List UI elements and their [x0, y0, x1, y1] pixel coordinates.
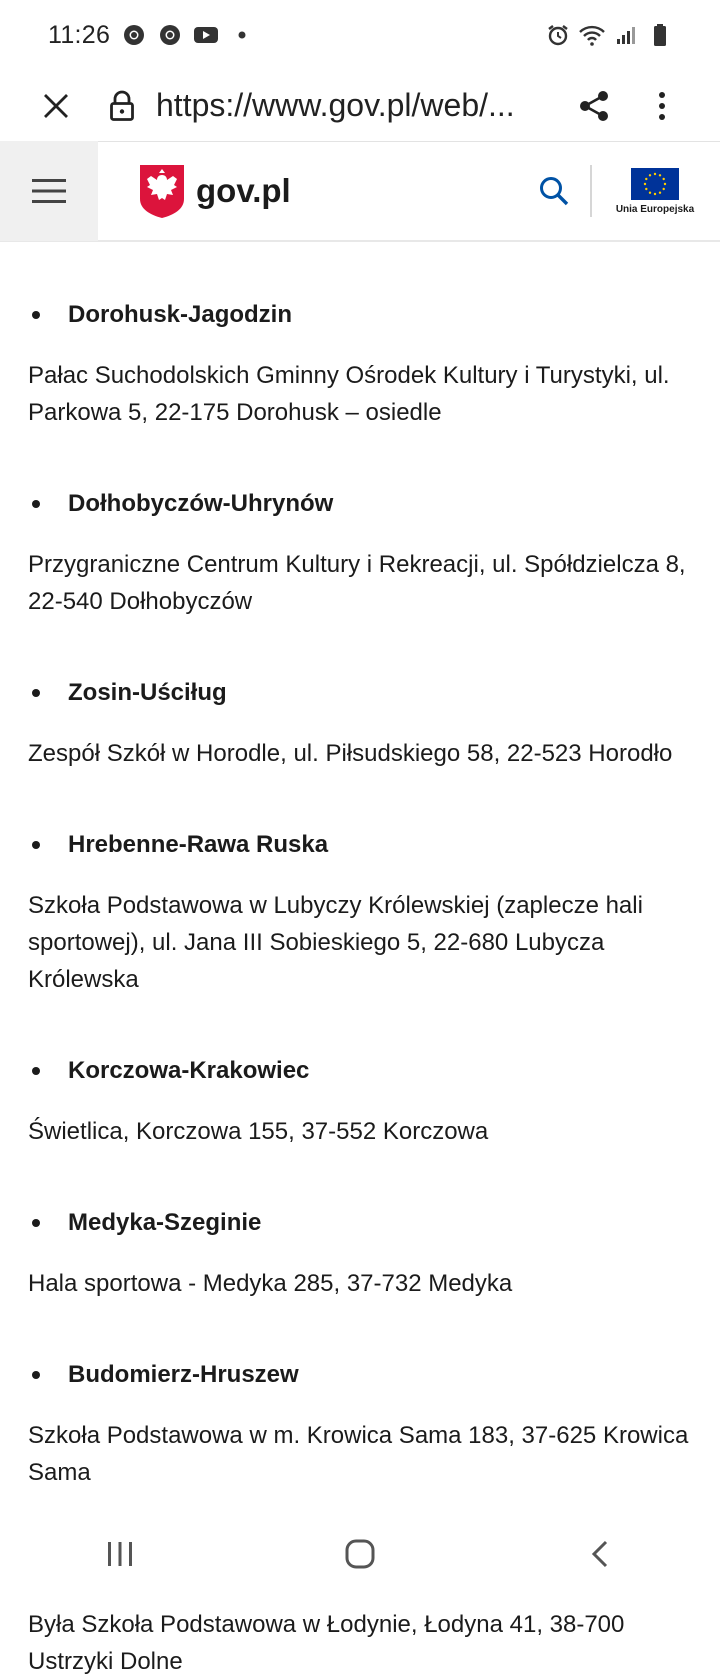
- back-icon: [590, 1539, 610, 1569]
- more-vert-icon: [658, 91, 666, 121]
- menu-button[interactable]: [0, 141, 98, 241]
- share-icon: [577, 89, 611, 123]
- list-item-title: [28, 1056, 692, 1086]
- bullet: [32, 1219, 40, 1227]
- brand-name: gov.pl: [196, 172, 291, 209]
- entry-address: Zespół Szkół w Horodle, ul. Piłsudskiego 58, 22-523 Horodło: [28, 740, 673, 767]
- bullet: [32, 500, 40, 508]
- entry-title-text: Dołhobyczów-Uhrynów: [68, 490, 334, 517]
- main-content: [0, 242, 720, 1675]
- recent-apps-button[interactable]: [90, 1524, 150, 1584]
- more-menu-button[interactable]: [640, 80, 684, 132]
- eu-label: Unia Europejska: [615, 203, 695, 215]
- bullet: [32, 1067, 40, 1075]
- entry-address: Hala sportowa - Medyka 285, 37-732 Medyka: [28, 1270, 513, 1297]
- eu-logo[interactable]: [600, 168, 710, 215]
- entry-title-text: Budomierz-Hruszew: [68, 1361, 299, 1388]
- status-time: 11:26: [48, 20, 111, 49]
- wifi-icon: [580, 23, 604, 47]
- entry-address: Szkoła Podstawowa w m. Krowica Sama 183, 37-625 Krowica Sama: [28, 1422, 689, 1486]
- bullet: [32, 1371, 40, 1379]
- list-item-title: [28, 1208, 692, 1238]
- recent-apps-icon: [105, 1540, 135, 1568]
- list-item-title: [28, 1360, 692, 1390]
- url-bar[interactable]: https://www.gov.pl/web/...: [156, 87, 515, 123]
- entry-address: Przygraniczne Centrum Kultury i Rekreacji, ul. Spółdzielcza 8, 22-540 Dołhobyczów: [28, 551, 686, 615]
- entry-title-text: Korczowa-Krakowiec: [68, 1057, 310, 1084]
- home-button[interactable]: [330, 1524, 390, 1584]
- entry-address: Szkoła Podstawowa w Lubyczy Królewskiej (zaplecze hali sportowej), ul. Jana III Sobieskiego 5, 22-680 Lubycza Królewska: [28, 892, 643, 993]
- back-button[interactable]: [570, 1524, 630, 1584]
- entry-title-text: Medyka-Szeginie: [68, 1209, 262, 1236]
- entry-address: Świetlica, Korczowa 155, 37-552 Korczowa: [28, 1118, 489, 1145]
- lock-icon[interactable]: [102, 86, 142, 126]
- list-item-title: [28, 489, 692, 519]
- eu-flag-icon: [631, 168, 679, 200]
- system-nav-bar: [0, 1507, 720, 1600]
- close-icon: [42, 92, 70, 120]
- home-icon: [344, 1538, 376, 1570]
- list-item-title: [28, 830, 692, 860]
- search-icon: [538, 175, 570, 207]
- list-item-title: [28, 300, 692, 330]
- status-bar: [0, 0, 720, 70]
- youtube-icon: [194, 23, 218, 47]
- share-button[interactable]: [568, 80, 620, 132]
- signal-icon: [614, 23, 638, 47]
- hamburger-icon: [32, 178, 66, 204]
- browser-toolbar: [0, 70, 720, 142]
- alarm-icon: [546, 23, 570, 47]
- entry-title-text: Zosin-Uściług: [68, 679, 227, 706]
- bullet: [32, 689, 40, 697]
- dot-icon: [230, 23, 254, 47]
- header-divider: [590, 165, 592, 217]
- battery-icon: [648, 23, 672, 47]
- polish-eagle-emblem-icon: [138, 163, 186, 219]
- entry-address: Była Szkoła Podstawowa w Łodynie, Łodyna 41, 38-700 Ustrzyki Dolne: [28, 1611, 625, 1675]
- entry-title-text: Hrebenne-Rawa Ruska: [68, 831, 329, 858]
- close-tab-button[interactable]: [28, 78, 84, 134]
- chrome-icon: [122, 23, 146, 47]
- entry-title-text: Dorohusk-Jagodzin: [68, 301, 293, 328]
- list-item-title: [28, 678, 692, 708]
- bullet: [32, 841, 40, 849]
- search-button[interactable]: [528, 165, 580, 217]
- site-header: [0, 142, 720, 242]
- entry-address: Pałac Suchodolskich Gminny Ośrodek Kultury i Turystyki, ul. Parkowa 5, 22-175 Dorohusk – osiedle: [28, 362, 670, 426]
- chrome-icon: [158, 23, 182, 47]
- bullet: [32, 311, 40, 319]
- site-logo[interactable]: [138, 163, 291, 219]
